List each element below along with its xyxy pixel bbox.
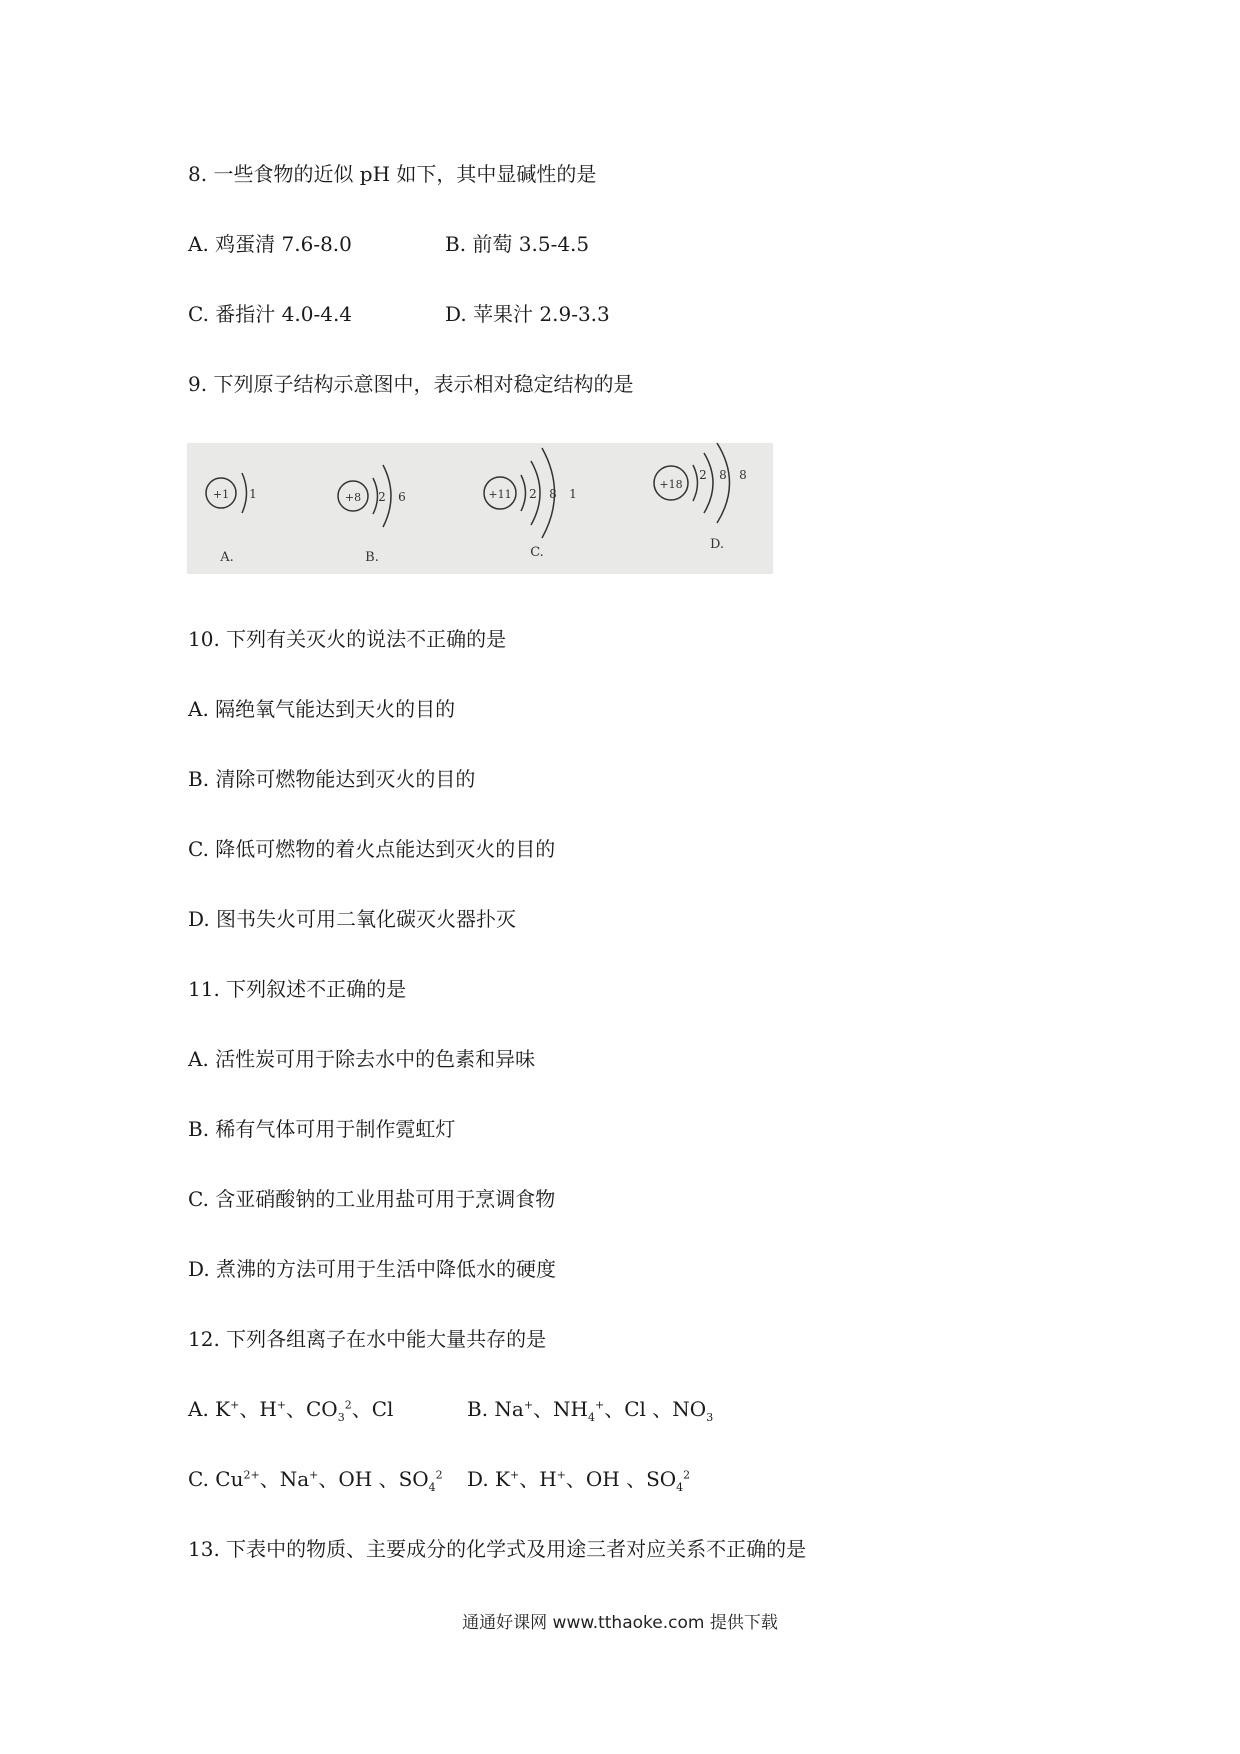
q11-option-d: D. 煮沸的方法可用于生活中降低水的硬度 (188, 1257, 557, 1281)
atom-b-shell-1: 2 (378, 490, 386, 504)
atom-c-shell-1: 2 (529, 487, 537, 501)
atom-c-label: C. (530, 545, 544, 560)
q10-option-c: C. 降低可燃物的着火点能达到灭火的目的 (188, 837, 556, 861)
q8-option-b: B. 前萄 3.5-4.5 (445, 232, 590, 256)
atom-d-shell-3: 8 (739, 468, 747, 482)
q12-option-a: A. K+、H+、$CO_3^2$、Cl (188, 1397, 394, 1424)
q12-option-c: C. $Cu^{2+}$、Na+、OH 、$SO_4^2$ (188, 1467, 443, 1494)
q8-option-a: A. 鸡蛋清 7.6-8.0 (188, 232, 352, 256)
q8-option-c: C. 番指汁 4.0-4.4 (188, 302, 353, 326)
q8-stem: 8. 一些食物的近似 pH 如下，其中显碱性的是 (188, 162, 597, 186)
q10-option-d: D. 图书失火可用二氧化碳灭火器扑灭 (188, 907, 517, 931)
atom-d-label: D. (709, 537, 725, 552)
atom-b-diagram (338, 465, 406, 565)
atom-a-nucleus: +1 (212, 488, 230, 501)
q12-option-b: B. Na+、$NH_4^+$、Cl 、$NO_3$ (467, 1397, 714, 1424)
atom-d-nucleus: +18 (659, 478, 683, 491)
atom-d-shell-1: 2 (699, 468, 707, 482)
atom-b-label: B. (365, 550, 379, 565)
q11-stem: 11. 下列叙述不正确的是 (188, 977, 407, 1001)
q13-stem: 13. 下表中的物质、主要成分的化学式及用途三者对应关系不正确的是 (188, 1537, 807, 1561)
atom-c-diagram (484, 448, 577, 560)
atom-d-shell-2: 8 (719, 468, 727, 482)
q12-stem: 12. 下列各组离子在水中能大量共存的是 (188, 1327, 547, 1351)
q10-option-a: A. 隔绝氧气能达到天火的目的 (188, 697, 456, 721)
atom-a-label: A. (220, 550, 234, 565)
q10-stem: 10. 下列有关灭火的说法不正确的是 (188, 627, 507, 651)
q11-option-c: C. 含亚硝酸钠的工业用盐可用于烹调食物 (188, 1187, 556, 1211)
atom-b-shell-2: 6 (398, 490, 406, 504)
atom-c-nucleus: +11 (488, 488, 512, 501)
atom-a-shell-1: 1 (249, 487, 257, 501)
q9-stem: 9. 下列原子结构示意图中，表示相对稳定结构的是 (188, 372, 634, 396)
atom-c-shell-2: 8 (549, 487, 557, 501)
q12-option-d: D. K+、H+、OH 、$SO_4^2$ (467, 1467, 691, 1494)
q8-option-d: D. 苹果汁 2.9-3.3 (445, 302, 610, 326)
q11-option-b: B. 稀有气体可用于制作霓虹灯 (188, 1117, 456, 1141)
atom-a-diagram (206, 473, 257, 565)
footer-download-note: 通通好课网 www.tthaoke.com 提供下载 (462, 1613, 778, 1633)
atom-d-diagram (654, 443, 747, 552)
q11-option-a: A. 活性炭可用于除去水中的色素和异味 (188, 1047, 536, 1071)
atom-b-nucleus: +8 (344, 491, 362, 504)
atom-structure-figure (187, 443, 773, 574)
atom-c-shell-3: 1 (569, 487, 577, 501)
q10-option-b: B. 清除可燃物能达到灭火的目的 (188, 767, 476, 791)
